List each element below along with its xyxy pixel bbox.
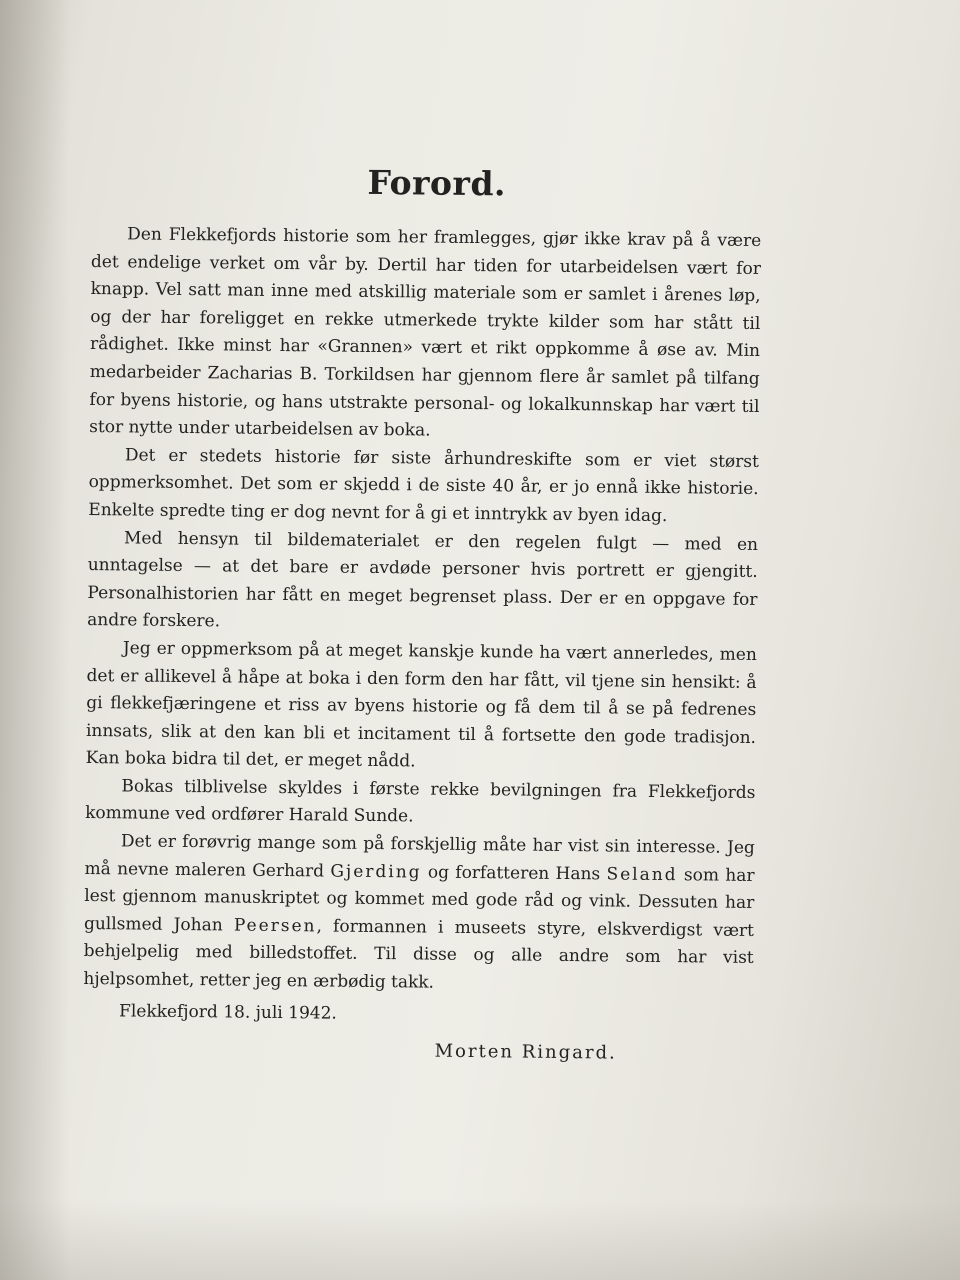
paragraph-6-part-b: og forfatteren Hans: [421, 862, 607, 885]
place-and-date: Flekkefjord 18. juli 1942.: [118, 1000, 337, 1024]
paragraph-5: Bokas tilblivelse skyldes i første rekke bevilgningen fra Flekkefjords kommune ved ordfører Harald Sunde.: [85, 776, 756, 827]
paragraph-6: [83, 828, 755, 1001]
paragraph-1: Den Flekkefjords historie som her framlegges, gjør ikke krav på å være det endelige verket om vår by. Dertil har tiden for utarbeidelsen vært for knapp. Vel satt man inne med atskillig materiale som er samlet i årenes løp, og der har foreligget en rekke utmerkede trykte kilder som har stått til rådighet. Ikke minst har «Grannen» vært et rikt oppkomme å øse av. Min medarbeider Zacharias B. Torkildsen har gjennom flere år samlet på tilfang for byens historie, og hans utstrakte personal- og lokalkunnskap har vært til stor nytte under utarbeidelsen av boka.: [89, 224, 762, 441]
name-seland: Seland: [606, 864, 678, 885]
bottom-shadow: [0, 1200, 960, 1280]
binding-shadow: [0, 0, 70, 1280]
preface-text-block: [83, 160, 762, 1065]
paragraph-6-part-c: som har lest gjennom manuskriptet og kommet med gode råd og vink. Dessuten har gullsmed Johan: [83, 864, 755, 936]
name-peersen: Peersen: [233, 915, 317, 937]
author-signature: Morten Ringard.: [434, 1040, 617, 1064]
page-title: Forord.: [367, 162, 507, 204]
name-gjerding: Gjerding: [330, 861, 422, 883]
paragraph-3: Med hensyn til bildematerialet er den regelen fulgt — med en unntagelse — at det bare er avdøde personer hvis portrett er gjengitt. Personalhistorien har fått en meget begrenset plass. Der er en oppgave for andre forskere.: [87, 527, 759, 632]
paragraph-2: Det er stedets historie før siste århundreskifte som er viet størst oppmerksomhet. Det som er skjedd i de siste 40 år, er jo ennå ikke historie. Enkelte spredte ting er dog nevnt for å gi et inntrykk av byen idag.: [88, 445, 759, 526]
paragraph-6-part-d: , formannen i museets styre, elskverdigst vært behjelpelig med billedstoffet. Til disse og alle andre som har vist hjelpsomhet, retter jeg en ærbødig takk.: [83, 916, 755, 993]
paragraph-4: Jeg er oppmerksom på at meget kanskje kunde ha vært annerledes, men det er allikevel å håpe at boka i den form den har fått, vil tjene sin hensikt: å gi flekkefjæringene et riss av byens historie og få dem til å se på fedrenes innsats, slik at den kan bli et incitament til å fortsette den gode tradisjon. Kan boka bidra til det, er meget nådd.: [85, 638, 757, 772]
paragraph-6-part-a: Det er forøvrig mange som på forskjellig måte har vist sin interesse. Jeg må nevne maleren Gerhard: [84, 831, 755, 882]
